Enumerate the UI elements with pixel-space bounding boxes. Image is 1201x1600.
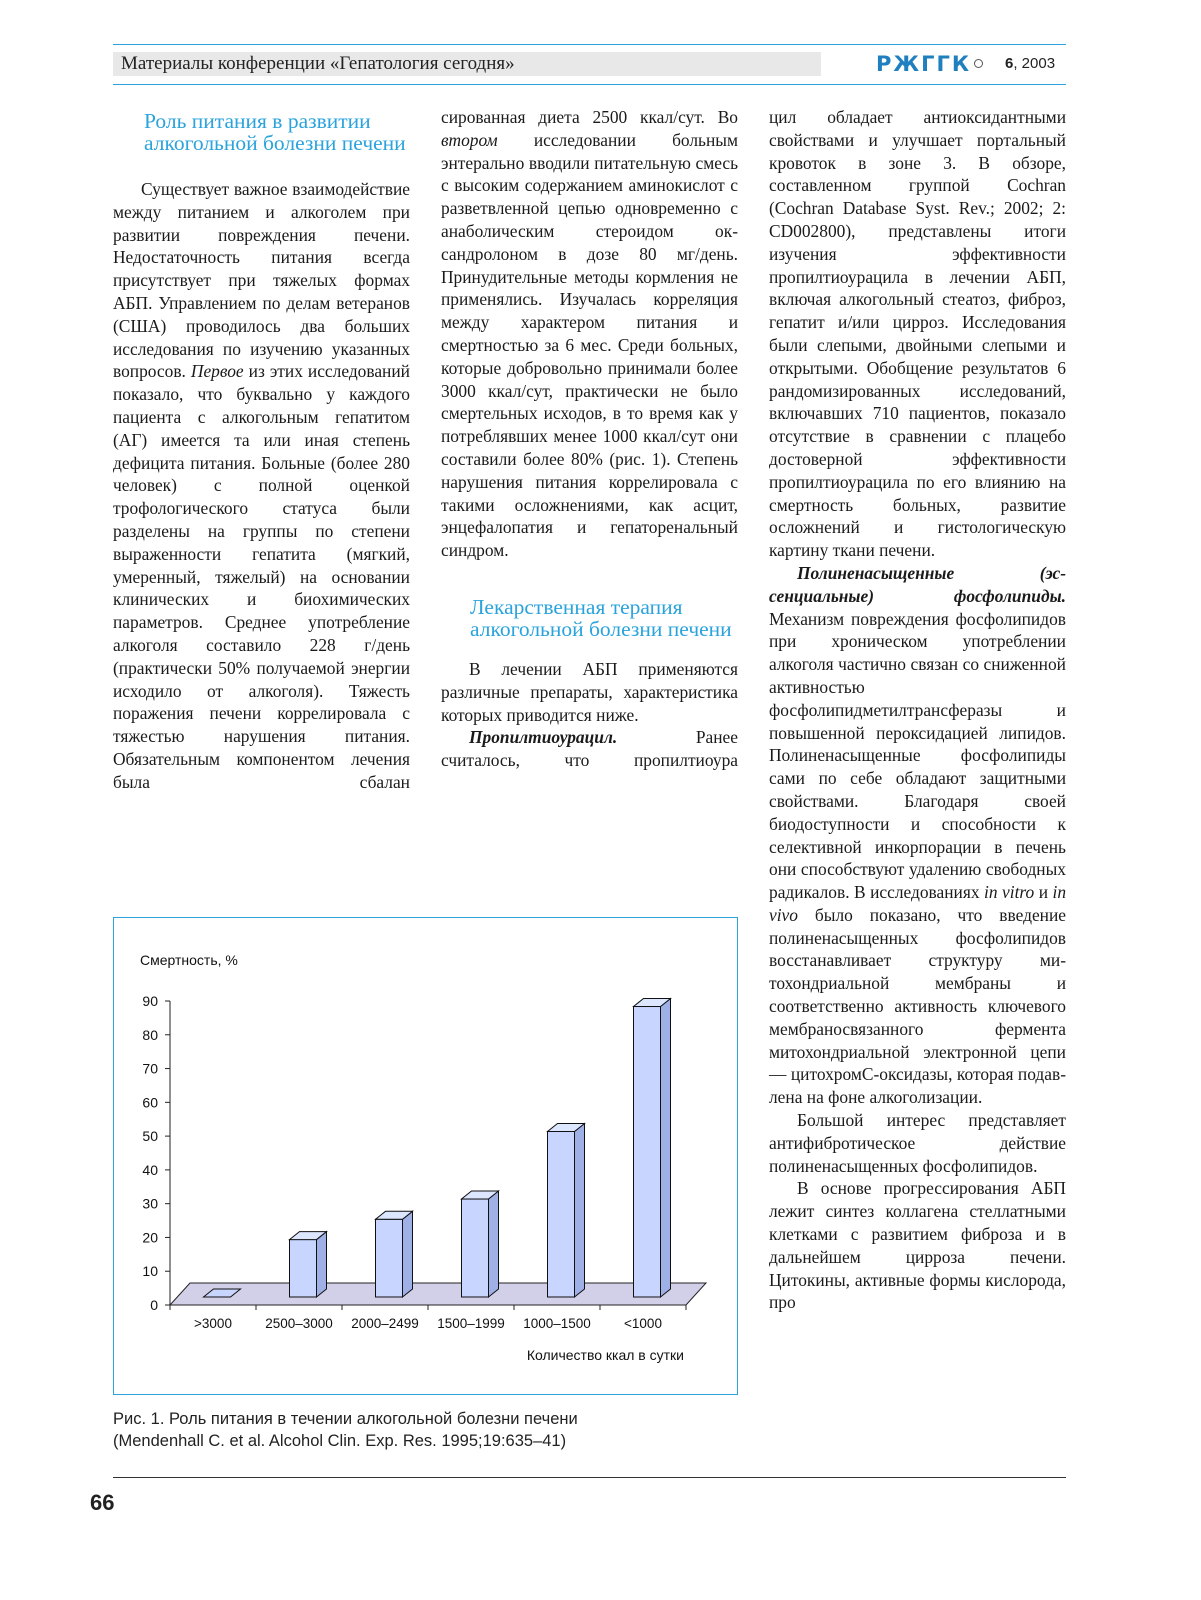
x-tick-label: 2500–3000 [265,1316,333,1331]
paragraph: Пропилтиоурацил. Ранее считалось, что пропилтиоура [441,727,738,771]
paragraph: Существует важное взаимодействие между питанием и алкоголем при развитии повреждения печени. Недостаточность питания всегда присутствует при тяжелых формах АБП. Управлением по делам ветеранов (США) проводилось два больших исследования по изучению указанных вопросов. Первое из этих исследований показало, что буквально у каждого пациента с алкогольным гепатитом (АГ) имеется та или иная степень дефицита питания. Больные (более 280 человек) с полной оценкой трофологического статуса были разделены на группы по степени выраженности гепатита (мягкий, умеренный, тяжелый) на основании клинических и биохимических параметров. Среднее употребление алкоголя составило 228 г/день (практически 50% получаемой энергии исходило от алкоголя). Тяжесть поражения печени коррелировала с тяжестью нарушения питания. Обязательным компонентом лечения была сбалан [113,179,410,792]
y-tick-label: 70 [142,1060,158,1077]
x-tick-label: >3000 [194,1316,232,1331]
bar-side [317,1232,327,1297]
page-number: 66 [90,1490,115,1515]
header-top-rule [113,44,1066,45]
paragraph: В лечении АБП применяются различные препараты, характеристика которых приводится ниже. [441,658,738,725]
bar-side [661,999,671,1297]
bar [376,1219,403,1297]
bar-side [403,1211,413,1297]
paragraph: сированная диета 2500 ккал/сут. Во втором исследовании больным энтерально вводили питательную смесь с высоким содержанием аминокислот с разветвленной цепью одновременно с анаболическим стероидом оксандролоном в дозе 80 мг/день. Принудительные методы кормления не применялись. Изучалась корреляция между характером питания и смертностью за 6 мес. Среди больных, которые добровольно принимали более 3000 ккал/сут, практически не было смертельных исходов, в то время как у потреблявших менее 1000 ккал/сут они составили более 80% (рис. 1). Степень нарушения питания коррелировала с такими осложнениями, как асцит, энцефалопатия и гепаторенальный синдром. [441,107,738,561]
column-1 [113,110,410,794]
caption-line-2: (Mendenhall C. et al. Alcohol Clin. Exp. Res. 1995;19:635–41) [113,1432,567,1450]
bar [548,1131,575,1297]
bar [290,1240,317,1297]
bar-side [489,1191,499,1297]
y-axis-label: Смертность, % [140,952,238,968]
y-tick-label: 60 [142,1094,158,1111]
header-bottom-rule [113,84,1066,85]
caption-line-1: Рис. 1. Роль питания в течении алкогольной болезни печени [113,1410,578,1428]
y-tick-label: 90 [142,993,158,1009]
section-heading-drug-therapy: Лекарственная терапия алкогольной болезни печени [470,594,732,641]
x-tick-label: 2000–2499 [351,1316,419,1331]
x-tick-label: 1000–1500 [523,1316,591,1331]
paragraph: Большой интерес представляет антифибротическое действие полиненасыщенных фосфолипидов. [769,1110,1066,1176]
y-tick-label: 0 [150,1297,158,1313]
column-3 [769,106,1066,1314]
paragraph: Полиненасыщенные (эссенциальные) фосфолипиды. Механизм повреждения фосфолипидов при хроническом употреблении алкоголя частично связан со сниженной активностью фосфолипидметилтрансферазы и повышенной пероксидацией липидов. Полиненасыщенные фосфолипиды сами по себе обладают защитными свойствами. Благодаря своей биодоступности и способности к селективной инкорпорации в печень они способствуют удалению свободных радикалов. В исследованиях in vitro и in vivo было показано, что введение полиненасыщенных фосфолипидов восстанавливает структуру митохондриальной мембраны и соответственно активность ключевого мембраносвязанного фермента митохондриальной электронной цепи — цитохромС-оксидазы, которая подавлена на фоне алкоголизации. [769,562,1067,1108]
issue-number: 6 [1005,55,1014,72]
y-tick-label: 10 [142,1263,158,1280]
y-tick-label: 80 [142,1026,158,1043]
issue-info [1005,52,1055,76]
x-tick-label: <1000 [624,1316,662,1331]
journal-logo: РЖГГК [876,52,972,76]
chart-floor [170,1283,706,1305]
paragraph: В основе прогрессирования АБП лежит синтез коллагена стеллатными клетками с развитием фиброза и в дальнейшем цирроза печени. Цитокины, активные формы кислорода, про [769,1178,1066,1313]
figure-caption [113,1408,738,1452]
running-header-title: Материалы конференции «Гепатология сегодня» [121,53,515,74]
term-phospholipids: Полиненасыщенные (эссенциальные) фосфолипиды. [769,562,1066,606]
bar [634,1007,661,1297]
bullet-icon [974,59,983,68]
term-ptu: Пропилтиоурацил. [469,727,618,748]
paragraph: цил обладает антиоксидантными свойствами и улучшает портальный кровоток в зоне 3. В обзоре, составленном группой Cochran (Cochran Database Syst. Rev.; 2002; 2: CD002800), представлены итоги изучения эффективности пропилтиоурацила в лечении АБП, включая алкогольный стеатоз, фиброз, гепатит и/или цирроз. Исследования были слепыми, двойными слепыми и открытыми. Обобщение результатов 6 рандомизированных исследований, включавших 710 пациентов, показало отсутствие в сравнении с плацебо достоверной эффективности пропилтиоурацила по его влиянию на смертность больных, развитие осложнений и гистологическую картину ткани печени. [769,107,1066,561]
y-tick-label: 50 [142,1128,158,1145]
bar-side [575,1123,585,1297]
issue-year: , 2003 [1013,55,1056,72]
mortality-bar-chart [114,918,739,1396]
y-tick-label: 40 [142,1161,158,1178]
x-axis-label: Количество ккал в сутки [526,1347,684,1363]
x-tick-label: 1500–1999 [437,1316,505,1331]
figure-frame [113,917,738,1395]
bar [462,1199,489,1297]
footer-rule [113,1477,1066,1478]
column-2 [441,106,738,772]
section-heading-nutrition: Роль питания в развитии алкогольной болезни печени [144,109,406,155]
y-tick-label: 30 [142,1195,158,1212]
y-tick-label: 20 [142,1229,158,1246]
